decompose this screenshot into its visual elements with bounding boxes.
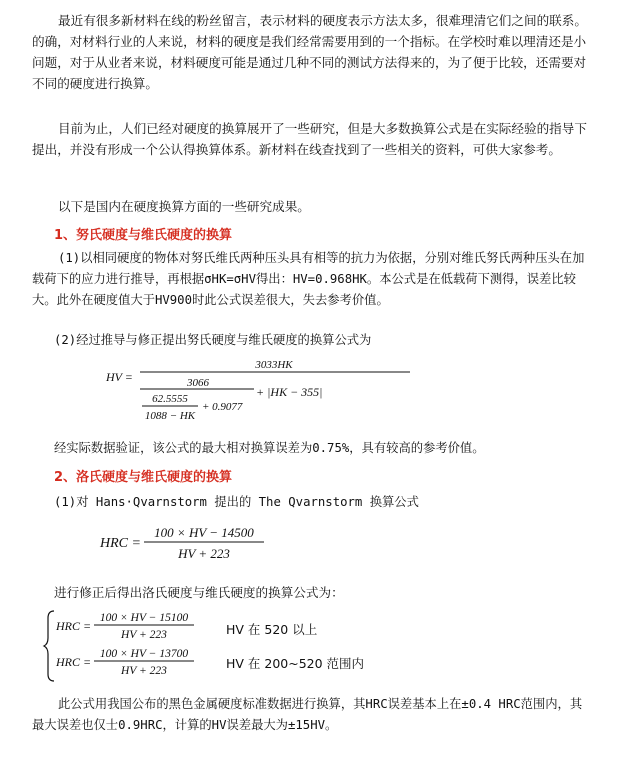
system-1-denominator: HV + 223 [121, 629, 167, 641]
formula-1-abs-term: + |HK − 355| [256, 385, 323, 399]
system-2-condition: HV 在 200~520 范围内 [226, 656, 365, 671]
section-2-item-1: (1)对 Hans·Qvarnstorm 提出的 The Qvarnstorm 换算公式 [54, 495, 419, 509]
system-2-numerator: 100 × HV − 13700 [99, 648, 189, 660]
formula-1-den-b-den: 1088 − HK [144, 410, 196, 422]
paragraph-intro: 最近有很多新材料在线的粉丝留言，表示材料的硬度表示方法太多，很难理清它们之间的联系。的确，对材料行业的人来说，材料的硬度是我们经常需要用到的一个指标。在学校时难以理清还是小问题，对于从业者来说，材料硬度可能是通过几种不同的测试方法得来的，为了便于比较，还需要对不同的硬度进行换算。 [32, 13, 587, 91]
section-1-item-1: (1)以相同硬度的物体对努氏维氏两种压头具有相等的抗力为依据，分别对维氏努氏两种压头在加载荷下的应力进行推导，再根据σHK=σHV得出：HV=0.968HK。本公式是在低载荷下测得，误差比较大。此外在硬度值大于HV900时此公式误差很大，失去参考价值。 [32, 251, 585, 307]
formula-1-den-b-plus: + 0.9077 [202, 401, 243, 413]
piecewise-formula [44, 608, 244, 684]
paragraph-results: 以下是国内在硬度换算方面的一些研究成果。 [58, 199, 310, 214]
formula-1-den-a: 3066 [187, 377, 209, 389]
system-2-denominator: HV + 223 [121, 665, 167, 677]
section-2-final: 此公式用我国公布的黑色金属硬度标准数据进行换算，其HRC误差基本上在±0.4 HRC范围内，其最大误差也仅士0.9HRC，计算的HV误差最大为±15HV。 [32, 697, 583, 732]
system-1-lhs: HRC = [56, 619, 92, 633]
section-2-heading: 2、洛氏硬度与维氏硬度的换算 [54, 470, 233, 485]
formula-1-numerator: 3033HK [255, 359, 293, 371]
paragraph-research: 目前为止，人们已经对硬度的换算展开了一些研究，但是大多数换算公式是在实际经验的指导下提出，并没有形成一个公认得换算体系。新材料在线查找到了一些相关的资料，可供大家参考。 [32, 121, 587, 157]
section-1-conclusion: 经实际数据验证，该公式的最大相对换算误差为0.75%，具有较高的参考价值。 [54, 441, 485, 455]
section-1-item-2: (2)经过推导与修正提出努氏硬度与维氏硬度的换算公式为 [54, 333, 372, 347]
formula-2-denominator: HV + 223 [178, 546, 230, 561]
knoop-vickers-formula [100, 358, 330, 430]
formula-1-lhs: HV = [106, 370, 133, 384]
left-brace [44, 611, 54, 681]
qvarnstorm-formula [100, 520, 280, 564]
formula-2-lhs: HRC = [100, 536, 141, 551]
section-2-intro: 进行修正后得出洛氏硬度与维氏硬度的换算公式为： [54, 585, 344, 600]
formula-1-den-b-num: 62.5555 [152, 393, 188, 405]
formula-2-numerator: 100 × HV − 14500 [154, 525, 254, 540]
system-1-numerator: 100 × HV − 15100 [99, 612, 189, 624]
system-1-condition: HV 在 520 以上 [226, 622, 318, 637]
system-2-lhs: HRC = [56, 655, 92, 669]
section-1-heading: 1、努氏硬度与维氏硬度的换算 [54, 228, 233, 243]
